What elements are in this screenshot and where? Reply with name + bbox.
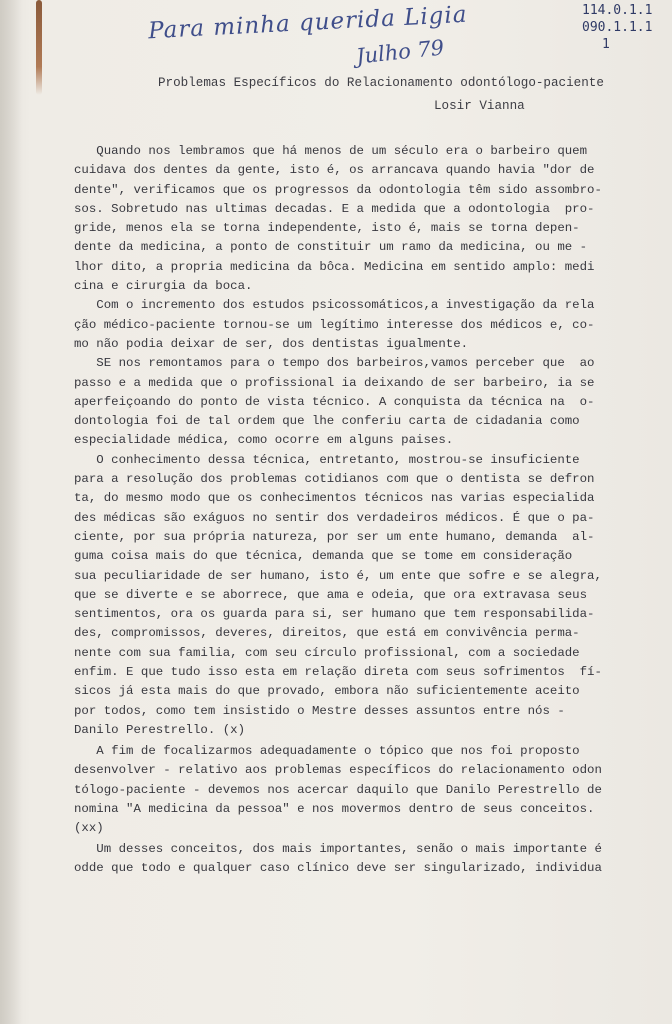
text-line: O conhecimento dessa técnica, entretanto, mostrou-se insuficiente: [74, 452, 580, 467]
text-line: Um desses conceitos, dos mais importantes, senão o mais importante é: [74, 842, 602, 857]
text-line: des médicas são exáguos no sentir dos verdadeiros médicos. É que o pa-: [74, 510, 595, 525]
text-line: odde que todo e qualquer caso clínico deve ser singularizado, individua: [74, 861, 602, 876]
text-line: ciente, por sua própria natureza, por ser um ente humano, demanda al-: [74, 529, 595, 544]
document-title: Problemas Específicos do Relacionamento odontólogo-paciente: [158, 76, 604, 90]
text-line: sicos já esta mais do que provado, embora não suficientemente aceito: [74, 684, 580, 699]
text-line: que se diverte e se aborrece, que ama e odeia, que ora extravasa seus: [74, 587, 588, 602]
document-body: [74, 142, 664, 879]
text-line: por todos, como tem insistido o Mestre desses assuntos entre nós -: [74, 703, 565, 718]
text-line: ção médico-paciente tornou-se um legítimo interesse dos médicos e, co-: [74, 317, 595, 332]
handwritten-dedication: Para minha querida Ligia: [147, 1, 469, 45]
text-line: dente", verificamos que os progressos da odontologia têm sido assombro-: [74, 182, 602, 197]
text-line: sua peculiaridade de ser humano, isto é, um ente que sofre e se alegra,: [74, 568, 602, 583]
page-edge-shadow: [0, 0, 22, 1024]
text-line: para a resolução dos problemas cotidianos com que o dentista se defron: [74, 472, 595, 487]
text-line: gride, menos ela se torna independente, isto é, mais se torna depen-: [74, 221, 580, 236]
text-line: especialidade médica, como ocorre em alguns paises.: [74, 433, 454, 448]
text-line: sentimentos, ora os guarda para si, ser humano que tem responsabilida-: [74, 607, 595, 622]
text-line: cuidava dos dentes da gente, isto é, os arrancava quando havia "dor de: [74, 163, 595, 178]
text-line: A fim de focalizarmos adequadamente o tópico que nos foi proposto: [74, 743, 580, 758]
text-line: passo e a medida que o profissional ia deixando de ser barbeiro, ia se: [74, 375, 595, 390]
text-line: sos. Sobretudo nas ultimas decadas. E a medida que a odontologia pro-: [74, 201, 595, 216]
text-line: lhor dito, a propria medicina da bôca. Medicina em sentido amplo: medi: [74, 259, 595, 274]
archive-code: 090.1.1.1: [582, 20, 653, 35]
text-line: tólogo-paciente - devemos nos acercar daquilo que Danilo Perestrello de: [74, 782, 602, 797]
text-line: des, compromissos, deveres, direitos, que está em convivência perma-: [74, 626, 580, 641]
archive-code: 1: [602, 37, 610, 52]
text-line: nomina "A medicina da pessoa" e nos movermos dentro de seus conceitos.: [74, 801, 595, 816]
text-line: Com o incremento dos estudos psicossomáticos,a investigação da rela: [74, 298, 595, 313]
text-line: dente da medicina, a ponto de constituir um ramo da medicina, ou me -: [74, 240, 588, 255]
archive-codes: [582, 2, 672, 53]
text-line: cina e cirurgia da boca.: [74, 279, 253, 294]
text-line: dontologia foi de tal ordem que lhe conferiu carta de cidadania como: [74, 414, 580, 429]
text-line: guma coisa mais do que técnica, demanda que se tome em consideração: [74, 549, 573, 564]
text-line: aperfeiçoando do ponto de vista técnico. A conquista da técnica na o-: [74, 394, 595, 409]
text-line: mo não podia deixar de ser, dos dentistas igualmente.: [74, 336, 469, 351]
rust-stain-mark: [36, 0, 42, 95]
text-line: (xx): [74, 821, 104, 836]
text-line: desenvolver - relativo aos problemas específicos do relacionamento odon: [74, 763, 602, 778]
text-line: Quando nos lembramos que há menos de um século era o barbeiro quem: [74, 144, 588, 158]
archive-code: 114.0.1.1: [582, 3, 653, 18]
text-line: SE nos remontamos para o tempo dos barbeiros,vamos perceber que ao: [74, 356, 595, 371]
text-line: Danilo Perestrello. (x): [74, 722, 246, 737]
document-author: Losir Vianna: [434, 99, 525, 113]
text-line: enfim. E que tudo isso esta em relação direta com seus sofrimentos fí-: [74, 665, 602, 680]
text-line: nente com sua familia, com seu círculo profissional, com a sociedade: [74, 645, 580, 660]
handwritten-date: Julho 79: [354, 35, 446, 69]
text-line: ta, do mesmo modo que os conhecimentos técnicos nas varias especialida: [74, 491, 595, 506]
